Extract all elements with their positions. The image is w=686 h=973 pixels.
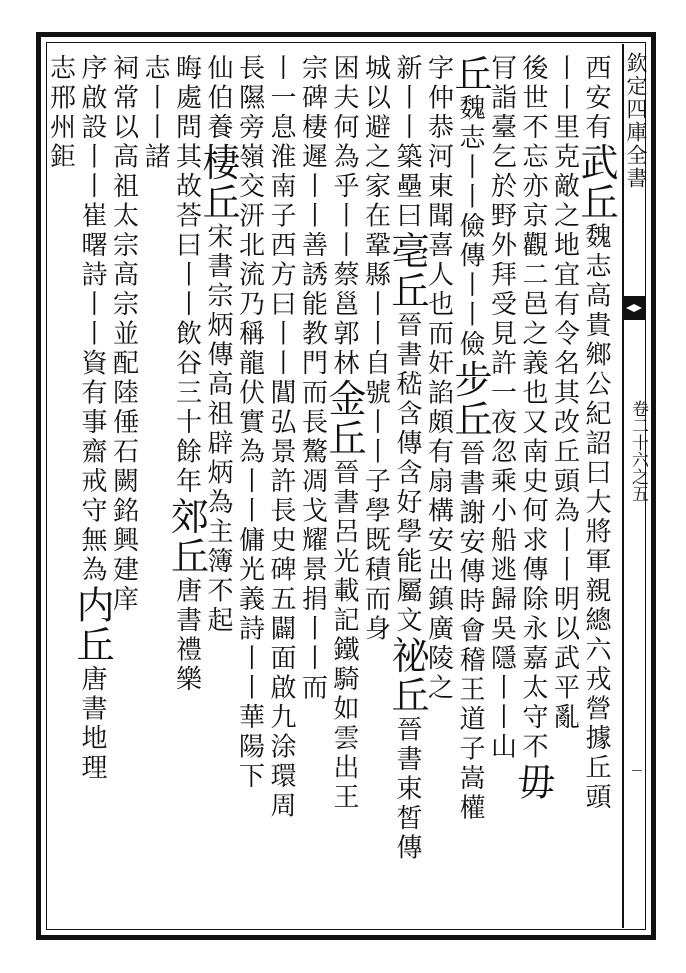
- text-column: [362, 54, 390, 914]
- text-column: [110, 54, 138, 914]
- text-segment: 序啟設丨丨崔曙詩丨丨資有事齋戒守無為: [77, 54, 107, 585]
- text-column: [488, 54, 516, 914]
- text-segment: 晦處: [171, 54, 202, 113]
- text-segment: 魏志高貴鄉公紀詔曰大將軍親總六戎營據丘頭: [581, 222, 611, 813]
- text-segment: 魏志丨丨儉傳丨丨儉: [455, 94, 485, 360]
- headword: 郊丘: [164, 496, 209, 577]
- headword: 武丘: [574, 142, 618, 223]
- text-column: [47, 54, 75, 914]
- text-column: [322, 54, 366, 914]
- text-column: [448, 54, 492, 914]
- text-segment: 新丨丨築壘曰: [392, 54, 422, 231]
- volume-label: 卷二十六之五: [628, 400, 648, 502]
- text-segment: 丨一息淮南子西方曰丨丨閶弘景許長史碑五闢面啟九涂環周: [266, 54, 296, 821]
- text-column: [267, 54, 295, 914]
- text-column: [70, 54, 114, 914]
- text-segment: 祠常以高祖太宗高宗並配陸倕石闕銘興建庠: [108, 54, 139, 615]
- fish-tail-mark: [622, 296, 646, 320]
- headword: 金丘: [322, 378, 366, 459]
- headword: 内丘: [70, 585, 114, 665]
- headword: 毋: [511, 762, 555, 802]
- text-column: [574, 54, 618, 914]
- text-segment: 學既積而身: [360, 496, 391, 644]
- text-segment: 晉書呂光載記鐵騎如雲出王: [329, 458, 359, 813]
- text-segment: 後世不忘亦京觀二邑之義也又南史何求傳除永嘉太守不: [518, 54, 548, 762]
- text-column: [511, 54, 555, 914]
- text-segment: 唐書禮樂: [171, 576, 202, 695]
- text-segment: 仙伯養: [203, 54, 233, 143]
- text-segment: 門而長驁凋戈耀景捐丨丨而: [297, 349, 328, 703]
- text-column: [196, 54, 240, 914]
- headword: 祕丘: [385, 635, 429, 716]
- text-segment: 長隰旁嶺交汧北流乃稱龍伏實為丨丨傭光義詩丨丨華陽下: [234, 54, 265, 792]
- text-segment: 丨丨里克敵之地宜有令名其改丘頭為丨丨明以武平亂: [549, 54, 580, 733]
- book-title: 欽定四庫全書: [624, 52, 648, 190]
- text-segment: 困夫何為乎丨丨蔡邕郭林: [329, 54, 359, 379]
- text-segment: 肎詣臺乞於野外拜受見許一夜忽乘小船逃歸吳隱丨丨山: [486, 54, 517, 762]
- text-segment: 晉書束皙傳: [392, 715, 422, 863]
- text-segment: 志丨丨諸: [140, 54, 170, 172]
- text-column: [299, 54, 327, 914]
- text-segment: 西安有: [581, 54, 611, 143]
- text-segment: 家在鞏縣丨丨自號丨丨子: [360, 172, 391, 497]
- text-segment: 城以避之: [360, 54, 391, 172]
- text-segment: 字仲恭河東聞喜人也: [423, 54, 454, 320]
- text-column: [425, 54, 453, 914]
- text-column: [141, 54, 169, 914]
- text-segment: 志邢州鉅: [45, 54, 76, 172]
- headword: 丘: [448, 54, 492, 94]
- text-segment: 晉書謝安傳時會稽王道子嵩權: [455, 439, 485, 823]
- text-segment: 晉書嵇含傳含好學能屬文: [392, 311, 422, 636]
- text-segment: 問其故荅曰丨丨飲谷三十餘年: [171, 113, 202, 497]
- margin-tick: [632, 770, 642, 771]
- text-column: [164, 54, 209, 914]
- text-segment: 宋書宗炳傳高祖辟炳為主簿不起: [203, 222, 233, 636]
- text-segment: 宗碑棲遲丨丨善誘能教: [297, 54, 328, 349]
- text-column: [385, 54, 429, 914]
- headword: 棲丘: [196, 142, 240, 223]
- text-segment: 而奸諂頗有扇構安出鎮廣陵之: [423, 319, 454, 703]
- headword: 亳丘: [385, 231, 429, 311]
- headword: 步丘: [448, 359, 492, 440]
- text-segment: 唐書地理: [77, 665, 107, 783]
